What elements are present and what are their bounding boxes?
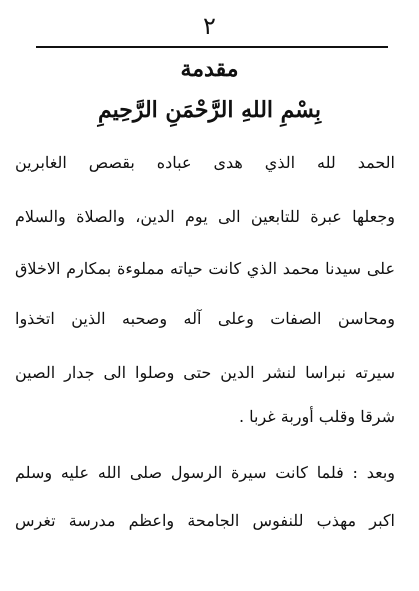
text-line-2: وجعلها عبرة للتابعين الى يوم الدين، والصلاة والسلام	[15, 207, 395, 226]
text-line-6: شرقا وقلب أوربة غربا .	[238, 407, 395, 426]
text-line-4: ومحاسن الصفات وعلى آله وصحبه الذين اتخذوا	[15, 309, 395, 328]
text-line-1: الحمد لله الذي هدى عباده بقصص الغابرين	[15, 153, 395, 172]
text-line-5: سيرته نبراسا لنشر الدين حتى وصلوا الى جدار الصين	[15, 363, 395, 382]
text-line-8: اكبر مهذب للنفوس الجامحة واعظم مدرسة تغرس	[15, 511, 395, 530]
text-line-3: على سيدنا محمد الذي كانت حياته مملوءة بمكارم الاخلاق	[15, 259, 395, 278]
text-line-7: وبعد : فلما كانت سيرة الرسول صلى الله عليه وسلم	[15, 463, 395, 482]
page-number: ٢	[203, 12, 216, 40]
header-rule	[36, 46, 388, 48]
basmala: بِسْمِ اللهِ الرَّحْمَنِ الرَّحِيمِ	[97, 97, 322, 123]
section-title: مقدمة	[180, 56, 239, 82]
